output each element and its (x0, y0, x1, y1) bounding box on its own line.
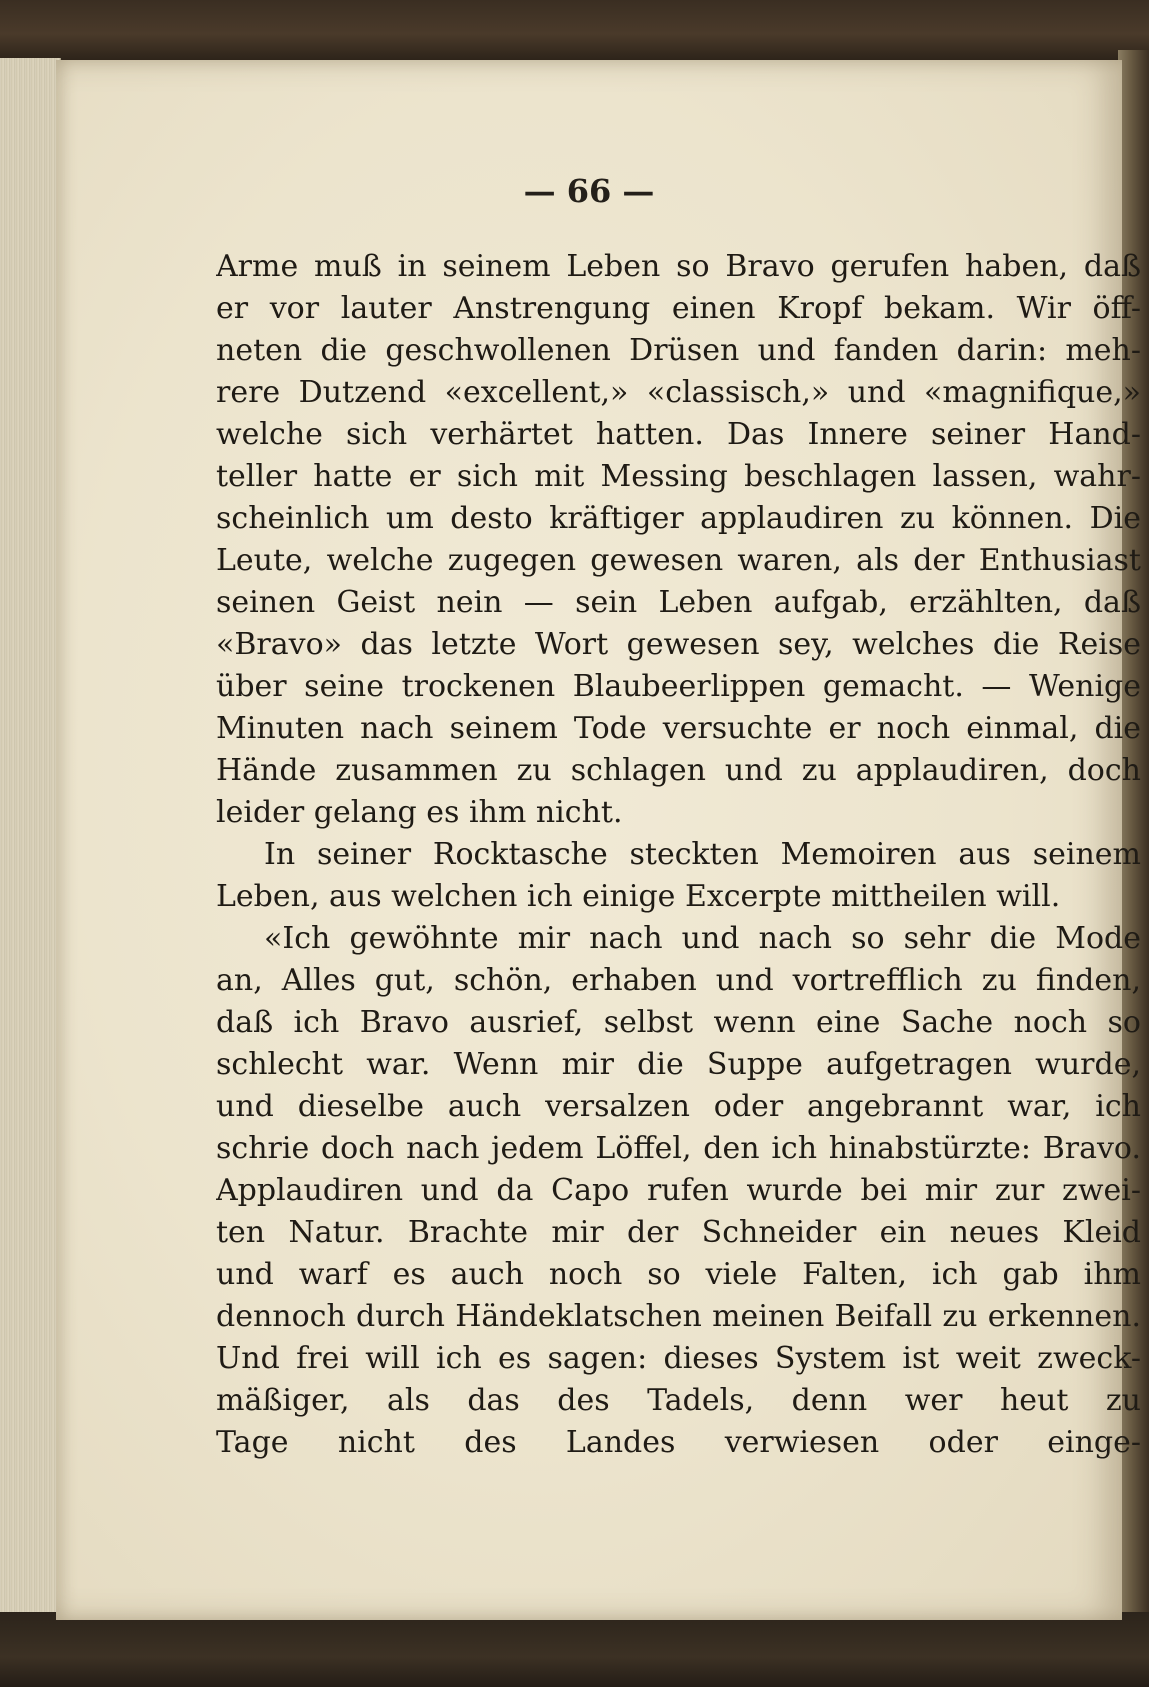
text-line: teller hatte er sich mit Messing beschlagen lassen, wahr- (216, 459, 1141, 494)
body-text (216, 246, 1141, 1464)
text-line: mäßiger, als das des Tadels, denn wer heut zu (216, 1383, 1141, 1418)
text-line: «Ich gewöhnte mir nach und nach so sehr die Mode (264, 921, 1141, 956)
text-line: «Bravo» das letzte Wort gewesen sey, welches die Reise (216, 627, 1141, 662)
text-line: ten Natur. Brachte mir der Schneider ein neues Kleid (216, 1215, 1141, 1250)
text-line: Leben, aus welchen ich einige Excerpte mittheilen will. (216, 879, 1061, 914)
text-line: Tage nicht des Landes verwiesen oder einge- (216, 1425, 1141, 1460)
book-cover-top (0, 0, 1149, 62)
text-line: Minuten nach seinem Tode versuchte er noch einmal, die (216, 711, 1141, 746)
text-line: Leute, welche zugegen gewesen waren, als der Enthusiast (216, 543, 1141, 578)
text-line: und dieselbe auch versalzen oder angebrannt war, ich (216, 1089, 1141, 1124)
text-line: und warf es auch noch so viele Falten, ich gab ihm (216, 1257, 1141, 1292)
text-line: welche sich verhärtet hatten. Das Innere seiner Hand- (216, 417, 1141, 452)
text-line: er vor lauter Anstrengung einen Kropf bekam. Wir öff- (216, 291, 1141, 326)
page-edges-left (0, 58, 61, 1618)
book-page (56, 60, 1141, 1620)
text-line: schrie doch nach jedem Löffel, den ich hinabstürzte: Bravo. (216, 1131, 1141, 1166)
text-line: daß ich Bravo ausrief, selbst wenn eine Sache noch so (216, 1005, 1141, 1040)
text-line: über seine trockenen Blaubeerlippen gemacht. — Wenige (216, 669, 1141, 704)
text-line: Applaudiren und da Capo rufen wurde bei mir zur zwei- (216, 1173, 1141, 1208)
text-line: leider gelang es ihm nicht. (216, 795, 623, 830)
text-line: Und frei will ich es sagen: dieses System ist weit zweck- (216, 1341, 1141, 1376)
text-line: schlecht war. Wenn mir die Suppe aufgetragen wurde, (216, 1047, 1141, 1082)
page-number: — 66 — (523, 172, 655, 210)
text-line: an, Alles gut, schön, erhaben und vortrefflich zu finden, (216, 963, 1141, 998)
book-cover-bottom (0, 1612, 1149, 1687)
text-line: seinen Geist nein — sein Leben aufgab, erzählten, daß (216, 585, 1141, 620)
text-line: In seiner Rocktasche steckten Memoiren aus seinem (264, 837, 1141, 872)
text-line: neten die geschwollenen Drüsen und fanden darin: meh- (216, 333, 1141, 368)
text-line: dennoch durch Händeklatschen meinen Beifall zu erkennen. (216, 1299, 1141, 1334)
text-line: rere Dutzend «excellent,» «classisch,» und «magnifique,» (216, 375, 1141, 410)
text-line: Hände zusammen zu schlagen und zu applaudiren, doch (216, 753, 1141, 788)
text-line: Arme muß in seinem Leben so Bravo gerufen haben, daß (216, 249, 1141, 284)
text-line: scheinlich um desto kräftiger applaudiren zu können. Die (216, 501, 1141, 536)
